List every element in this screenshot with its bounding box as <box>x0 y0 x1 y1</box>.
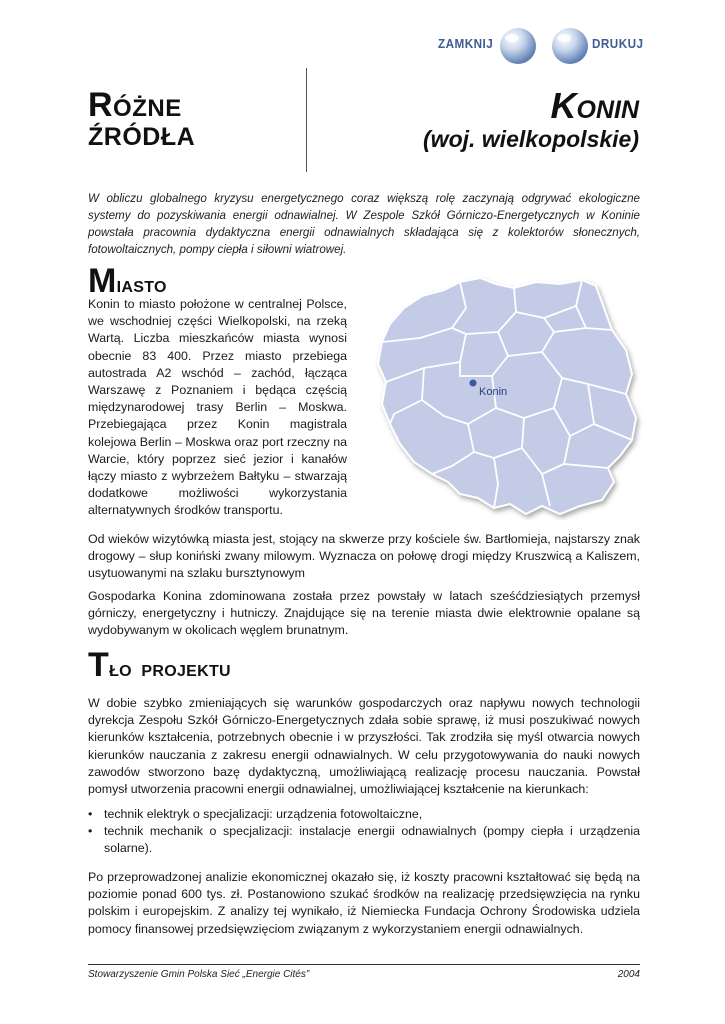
paragraph-economy: Gospodarka Konina zdominowana została przez powstały w latach sześćdziesiątych przemysł górniczy, energetyczny i hutniczy. Znajdujące się na terenie miasta dwie elektrownie opalane są wydobywanym w okolicach węglem brunatnym. <box>88 589 640 638</box>
konin-location-marker <box>470 380 477 387</box>
intro-paragraph: W obliczu globalnego kryzysu energetycznego coraz większą rolę zaczynają odgrywać ekologiczne systemy do pozyskiwania energii odnawialnej. W Zespole Szkół Górniczo-Energetycznych w Koninie powstała pracownia dydaktyczna energii odnawialnych składająca się z kolektorów słonecznych, fotowoltaicznych, pompy ciepła i siłowni wiatrowej. <box>88 192 640 256</box>
list-item: • technik elektryk o specjalizacji: urządzenia fotowoltaiczne, <box>88 806 640 823</box>
document-title <box>88 88 195 150</box>
title-line-1: Różne <box>88 86 182 124</box>
list-item: • technik mechanik o specjalizacji: instalacje energii odnawialnych (pompy ciepła i urządzenia solarne). <box>88 823 640 857</box>
city-name: Konin <box>550 85 639 126</box>
paragraph-background: W dobie szybko zmieniających się warunków gospodarczych oraz napływu nowych technologii dyrekcja Zespołu Szkół Górniczo-Energetycznych zdała sobie sprawę, iż musi poszukiwać nowych kierunków kształcenia, potrzebnych obecnie i w przyszłości. Tak zrodziła się myśl otwarcia nowych kierunków nauczania z zakresu energii odnawialnych. W celu przygotowywania do nauki nowych zawodów stworzono bazę dydaktyczną, umożliwiającą realizację procesu nauczania. Powstał pomysł utworzenia pracowni energii odnawialnej, umożliwiającej kształcenie na kierunkach: <box>88 696 640 797</box>
region-name: (woj. wielkopolskie) <box>423 125 639 152</box>
specialization-list <box>88 806 640 858</box>
section-heading-tlo-projektu <box>88 646 231 685</box>
location-title <box>423 86 639 153</box>
footer-divider <box>88 964 640 965</box>
print-button[interactable]: DRUKUJ <box>592 36 644 51</box>
heading-rest: IASTO <box>116 279 167 296</box>
footer-publisher: Stowarzyszenie Gmin Polska Sieć „Energie Cités” <box>88 969 310 980</box>
close-button[interactable]: ZAMKNIJ <box>438 36 494 51</box>
paragraph-milestone: Od wieków wizytówką miasta jest, stojący na skwerze przy kościele św. Bartłomieja, najstarszy znak drogowy – słup koniński zwany milowym. Wyznacza on połowę drogi między Kruszwicą a Kaliszem, usytuowanymi na szlaku bursztynowym <box>88 532 640 581</box>
poland-map <box>364 268 644 520</box>
miasto-paragraph: Konin to miasto położone w centralnej Polsce, we wschodniej części Wielkopolski, na rzeką Wartą. Liczba mieszkańców miasta wynosi obecnie 83 400. Przez miasto przebiega autostrada A2 wschód – zachód, łącząca Warszawę z Poznaniem i będąca częścią międzynarodowej trasy Berlin – Moskwa. Przebiegająca przez Konin magistrala kolejowa Berlin – Moskwa oraz port rzeczny na Warcie, który poprzez sieć jezior i kanałów łączy miasto z wybrzeżem Bałtyku – stwarzają dodatkowe możliwości wykorzystania alternatywnych środków transportu. <box>88 297 347 518</box>
paragraph-funding: Po przeprowadzonej analizie ekonomicznej okazało się, iż koszty pracowni kształtować się będą na poziomie ponad 600 tys. zł. Postanowiono szukać środków na realizację przedsięwzięcia na rynku polskim i europejskim. Z analizy tej wynikało, iż Niemiecka Fundacja Ochrony Środowiska udziela pomocy finansowej przedsięwzięciom związanym z wykorzystaniem energii odnawialnych. <box>88 870 640 936</box>
title-divider <box>306 68 307 172</box>
print-orb-icon[interactable] <box>550 26 590 66</box>
heading-rest: ŁO PROJEKTU <box>109 663 231 680</box>
title-line-2: ŹRÓDŁA <box>88 122 196 151</box>
poland-map-svg <box>364 268 644 520</box>
footer-year: 2004 <box>617 969 640 980</box>
close-orb-icon[interactable] <box>498 26 538 66</box>
heading-initial: M <box>88 262 117 300</box>
konin-map-label: Konin <box>479 386 508 398</box>
top-toolbar <box>430 24 645 68</box>
heading-initial: T <box>88 646 110 684</box>
